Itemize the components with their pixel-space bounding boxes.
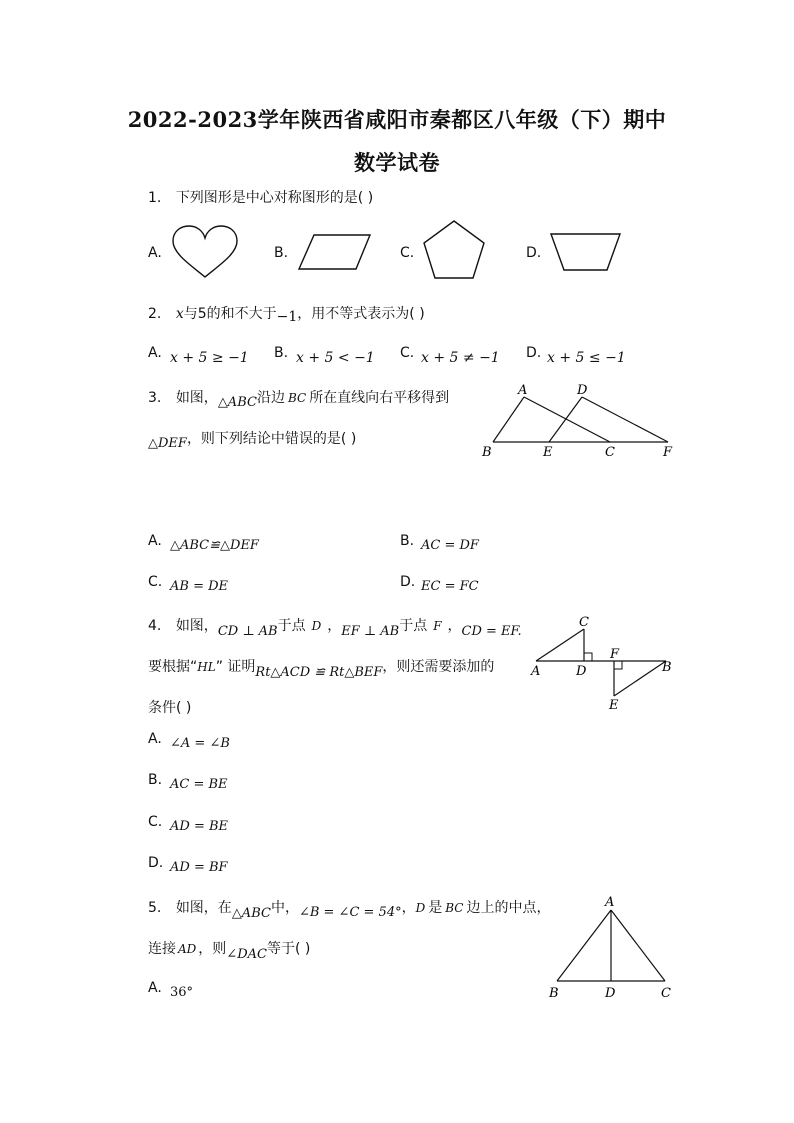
option-d-label: D. bbox=[400, 574, 416, 590]
math-neg-one: −1 bbox=[276, 309, 298, 325]
question-3-line-1 bbox=[148, 387, 450, 410]
question-text: 边上的中点， bbox=[466, 900, 551, 916]
question-2 bbox=[148, 303, 425, 323]
option-c-label: C. bbox=[400, 245, 415, 261]
page-title: 2022-2023学年陕西省咸阳市秦都区八年级（下）期中 bbox=[127, 107, 667, 132]
option-a-label: A. bbox=[148, 245, 162, 261]
pentagon-shape-icon bbox=[420, 218, 488, 282]
question-text: 的和不大于 bbox=[206, 306, 277, 322]
math-triangle-abc: △ABC bbox=[217, 395, 257, 410]
question-text: ， bbox=[327, 618, 342, 634]
question-5-line-1 bbox=[148, 897, 551, 921]
question-text: ” 证明 bbox=[215, 659, 256, 675]
math-bc: BC bbox=[445, 901, 464, 915]
point-label-c: C bbox=[661, 986, 671, 1001]
option-d-label: D. bbox=[526, 345, 542, 361]
math-angles: ∠B = ∠C = 54° bbox=[298, 905, 402, 920]
point-label-a: A bbox=[605, 895, 615, 910]
question-text: 下列图形是中心对称图形的是( ) bbox=[175, 190, 374, 206]
question-text: 与 bbox=[183, 306, 198, 322]
option-b-label: B. bbox=[400, 533, 415, 549]
trapezoid-shape-icon bbox=[548, 230, 624, 274]
point-label-b: B bbox=[482, 445, 492, 460]
question-number: 1. bbox=[148, 190, 162, 206]
question-4-line-1 bbox=[148, 615, 522, 639]
parallelogram-shape-icon bbox=[296, 232, 374, 272]
question-text: 是 bbox=[428, 900, 443, 916]
question-text: 沿边 bbox=[256, 390, 285, 406]
option-b-text: AC = DF bbox=[421, 538, 479, 553]
isosceles-triangle-figure bbox=[545, 890, 680, 1005]
option-c-text: AB = DE bbox=[170, 579, 229, 594]
option-a-label: A. bbox=[148, 345, 162, 361]
math-cd-perp-ab: CD ⊥ AB bbox=[217, 624, 278, 639]
math-d: D bbox=[415, 901, 426, 915]
math-bc: BC bbox=[287, 391, 307, 405]
option-a-text: x + 5 ≥ −1 bbox=[170, 350, 249, 366]
question-text: ，则 bbox=[198, 941, 227, 957]
question-text: 中， bbox=[270, 900, 299, 916]
option-b-text: AC = BE bbox=[170, 777, 228, 792]
option-c-text: AD = BE bbox=[170, 819, 229, 834]
math-f: F bbox=[433, 619, 442, 633]
question-3-line-2 bbox=[148, 428, 357, 451]
math-cd-eq-ef: CD = EF. bbox=[461, 624, 522, 639]
option-d-text: EC = FC bbox=[421, 579, 479, 594]
option-a-label: A. bbox=[148, 731, 162, 747]
translation-triangles-figure bbox=[478, 378, 678, 468]
option-a-text: ∠A = ∠B bbox=[170, 736, 230, 751]
option-b-label: B. bbox=[274, 245, 289, 261]
question-text: ，用不等式表示为( ) bbox=[297, 306, 425, 322]
point-label-d: D bbox=[576, 664, 587, 679]
question-text: 如图，在 bbox=[175, 900, 232, 916]
point-label-c: C bbox=[579, 615, 589, 630]
option-d-text: x + 5 ≤ −1 bbox=[547, 350, 626, 366]
question-text: 连接 bbox=[148, 941, 176, 957]
option-d-text: AD = BF bbox=[170, 860, 228, 875]
option-b-label: B. bbox=[148, 772, 163, 788]
option-a-label: A. bbox=[148, 980, 162, 996]
question-5-line-2 bbox=[148, 938, 311, 962]
question-4-line-2 bbox=[148, 656, 495, 680]
math-triangle-def: △DEF bbox=[148, 436, 187, 451]
option-a-text: 36° bbox=[170, 985, 194, 1000]
question-text: 等于( ) bbox=[266, 941, 311, 957]
page-subtitle: 数学试卷 bbox=[354, 150, 440, 175]
question-text: 要根据“ bbox=[148, 659, 198, 675]
question-4-line-3: 条件( ) bbox=[148, 700, 192, 716]
point-label-d: D bbox=[605, 986, 616, 1001]
question-text: 所在直线向右平移得到 bbox=[309, 390, 450, 406]
math-congruence: Rt△ACD ≌ Rt△BEF bbox=[255, 665, 383, 680]
math-five: 5 bbox=[197, 306, 207, 322]
point-label-e: E bbox=[609, 698, 619, 713]
point-label-a: A bbox=[531, 664, 541, 679]
point-label-a: A bbox=[518, 383, 528, 398]
question-1 bbox=[148, 187, 373, 207]
option-b-label: B. bbox=[274, 345, 289, 361]
perpendicular-triangles-figure bbox=[528, 612, 678, 714]
math-ef-perp-ab: EF ⊥ AB bbox=[341, 624, 400, 639]
question-text: ，则下列结论中错误的是( ) bbox=[186, 431, 357, 447]
point-label-e: E bbox=[543, 445, 553, 460]
question-text: 如图， bbox=[175, 618, 218, 634]
option-c-label: C. bbox=[400, 345, 415, 361]
point-label-b: B bbox=[662, 660, 672, 675]
question-text: ，则还需要添加的 bbox=[382, 659, 495, 675]
point-label-d: D bbox=[577, 383, 588, 398]
math-ad: AD bbox=[178, 942, 197, 956]
point-label-c: C bbox=[605, 445, 615, 460]
option-c-label: C. bbox=[148, 574, 163, 590]
point-label-b: B bbox=[549, 986, 559, 1001]
option-c-label: C. bbox=[148, 814, 163, 830]
question-number: 3. bbox=[148, 390, 162, 406]
math-triangle-abc: △ABC bbox=[231, 906, 271, 921]
question-text: ， bbox=[447, 618, 462, 634]
option-c-text: x + 5 ≠ −1 bbox=[421, 350, 500, 366]
math-angle-dac: ∠DAC bbox=[226, 947, 267, 962]
point-label-f: F bbox=[610, 647, 620, 662]
question-number: 5. bbox=[148, 900, 162, 916]
option-b-text: x + 5 < −1 bbox=[296, 350, 375, 366]
question-number: 2. bbox=[148, 306, 162, 322]
math-d: D bbox=[311, 619, 322, 633]
question-text: ， bbox=[401, 900, 416, 916]
question-text: 如图， bbox=[175, 390, 218, 406]
math-x: x bbox=[175, 306, 184, 322]
question-text: 于点 bbox=[399, 618, 428, 634]
question-text: 于点 bbox=[277, 618, 306, 634]
option-d-label: D. bbox=[526, 245, 542, 261]
math-hl: HL bbox=[197, 660, 216, 674]
question-number: 4. bbox=[148, 618, 162, 634]
heart-shape-icon bbox=[170, 224, 240, 282]
option-a-text: △ABC≌△DEF bbox=[170, 538, 259, 553]
point-label-f: F bbox=[663, 445, 673, 460]
option-d-label: D. bbox=[148, 855, 164, 871]
option-a-label: A. bbox=[148, 533, 162, 549]
